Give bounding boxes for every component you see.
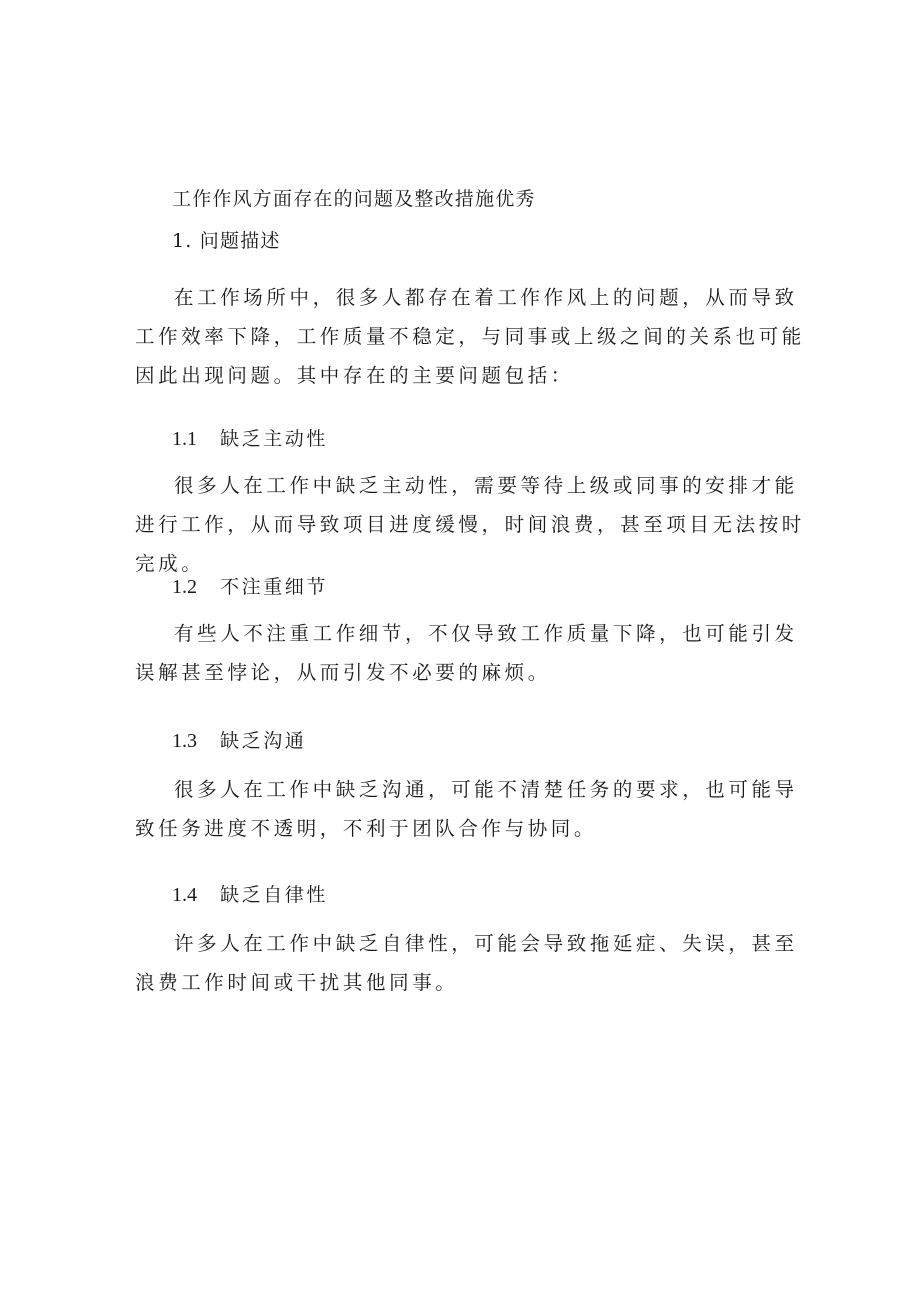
subsection-title: 缺乏自律性 xyxy=(220,884,329,906)
subsection-title: 不注重细节 xyxy=(220,576,329,598)
subsection-title: 缺乏沟通 xyxy=(220,730,307,752)
subsection-body-1-2: 有些人不注重工作细节，不仅导致工作质量下降，也可能引发误解甚至悖论，从而引发不必要的麻烦。 xyxy=(135,622,798,684)
subsection-number: 1.1 xyxy=(172,428,197,450)
document-title: 工作作风方面存在的问题及整改措施优秀 xyxy=(172,188,536,210)
subsection-body-1-1: 很多人在工作中缺乏主动性，需要等待上级或同事的安排才能进行工作，从而导致项目进度缓慢，时间浪费，甚至项目无法按时完成。 xyxy=(135,474,805,575)
subsection-heading-1-3 xyxy=(172,726,306,753)
subsection-body-1-4: 许多人在工作中缺乏自律性，可能会导致拖延症、失误，甚至浪费工作时间或干扰其他同事。 xyxy=(135,932,798,994)
intro-paragraph: 在工作场所中，很多人都存在着工作作风上的问题，从而导致工作效率下降，工作质量不稳定，与同事或上级之间的关系也可能因此出现问题。其中存在的主要问题包括： xyxy=(135,286,805,387)
subsection-heading-1-1 xyxy=(172,424,328,451)
subsection-number: 1.4 xyxy=(172,884,197,906)
section-heading: 1. 问题描述 xyxy=(172,230,281,252)
subsection-body-1-3: 很多人在工作中缺乏沟通，可能不清楚任务的要求，也可能导致任务进度不透明，不利于团队合作与协同。 xyxy=(135,778,798,840)
subsection-heading-1-4 xyxy=(172,880,328,907)
subsection-title: 缺乏主动性 xyxy=(220,428,329,450)
subsection-heading-1-2 xyxy=(172,572,328,599)
subsection-number: 1.3 xyxy=(172,730,197,752)
subsection-number: 1.2 xyxy=(172,576,197,598)
